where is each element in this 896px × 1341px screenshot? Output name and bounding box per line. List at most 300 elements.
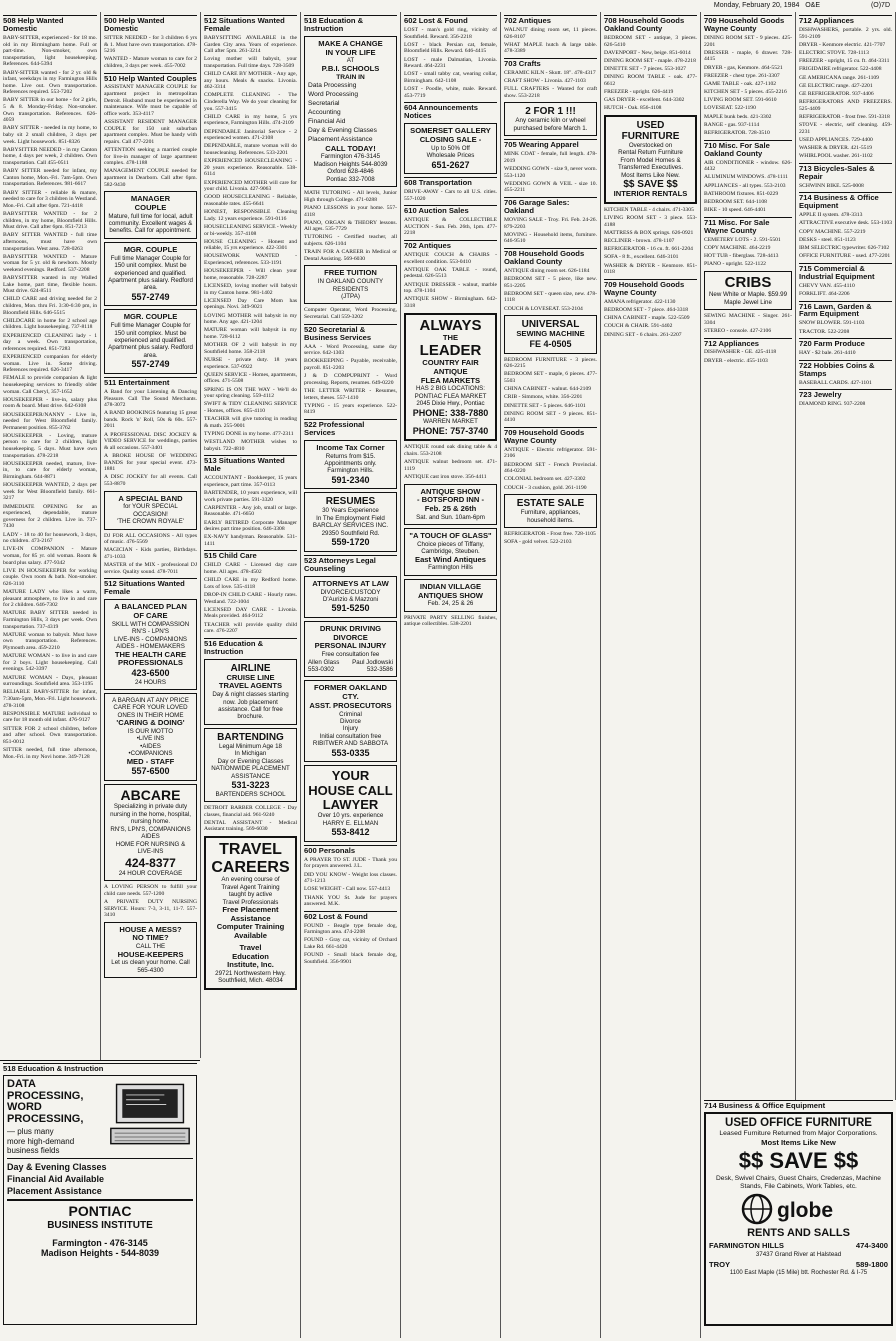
classified-ad: BEDROOM SET - French Provincial. 464-0220 <box>504 461 597 475</box>
classified-ad: SITTER NEEDED - for 3 children 6 yrs & 1. Must have own transportation. 478-5216 <box>104 34 197 55</box>
classified-ad: DINETTE SET - 5 pieces. 646-1101 <box>504 402 586 409</box>
ad-list <box>304 344 397 416</box>
abcare-ad <box>104 784 197 881</box>
ad-text: Let us clean your home. Call 565-4300 <box>111 959 190 974</box>
ad-text: Leased Furniture Returned from Major Corporations. <box>719 1129 878 1137</box>
classified-ad: DEPENDABLE, mature woman will do housecleaning. References. 533-2201 <box>204 143 297 156</box>
ad-text: RN'S - LPN'S <box>131 628 170 636</box>
ad-headline: TRAVEL <box>219 841 282 859</box>
ad-phone: Farmington 476-3145 <box>320 153 381 161</box>
ad-headline: "A TOUCH OF GLASS" <box>409 531 492 541</box>
classified-ad: LIVE-IN COMPANION - Mature woman, for 85 yr. old woman. Room & board plus salary. 477-9342 <box>3 546 97 566</box>
classified-ad: MATURE woman to babysit. Must have own transportation. References. Plymouth area. 459-2210 <box>3 631 97 652</box>
travel-careers-ad <box>204 836 297 990</box>
classified-ad: DROP-IN CHILD CARE - Hourly rates. Westland. 722-1004 <box>204 592 297 605</box>
classified-ad: BATHROOM fixtures. 851-0229 <box>704 190 779 197</box>
classified-ad: WHIRLPOOL washer. 261-1102 <box>799 153 873 160</box>
column-8 <box>701 12 796 1100</box>
classified-ad: HOUSEKEEPER - Will clean your home, reasonable. 728-2287 <box>204 268 297 281</box>
feature-line: Placement Assistance <box>7 1186 102 1197</box>
classified-ad: DAVENPORT - New, beige. 851-6014 <box>604 49 691 56</box>
ad-text: NATIONWIDE PLACEMENT ASSISTANCE <box>211 765 290 780</box>
section-header: 714 Business & Office Equipment <box>799 192 892 210</box>
section-header: 722 Hobbies Coins & Stamps <box>799 360 892 378</box>
ad-text: Full time Manager Couple for 150 unit complex. Must be experienced and qualified. Apartment plus salary. Redford area. <box>108 322 193 359</box>
ad-text: HOME FOR NURSING & LIVE-INS <box>115 840 186 856</box>
former-prosecutors-ad <box>304 680 397 762</box>
ad-text: Specializing in private duty nursing in the home, hospital, nursing home. <box>110 803 191 826</box>
ad-text: 2045 Dixie Hwy., Pontiac <box>416 400 485 408</box>
ad-text: Returns from $15. Appointments only. Farmington Hills. <box>324 452 377 475</box>
classified-ad: THE LETTER WRITER - Resumes, letters, theses. 557-1410 <box>304 387 397 401</box>
train-item: Data Processing <box>308 82 357 90</box>
ad-text: Choice pieces of Tiffany, Cambridge, Steuben. <box>417 540 484 556</box>
pbi-schools-ad <box>304 36 397 187</box>
section-header: 712 Appliances <box>799 15 892 25</box>
classified-ad: EX-NAVY handyman. Reasonable. 531-1411 <box>204 534 297 547</box>
ad-headline: Education <box>232 951 269 961</box>
ad-phone: 531-3223 <box>231 780 270 791</box>
ad-headline: USED OFFICE FURNITURE <box>725 1116 872 1129</box>
classified-ad: BOOKKEEPING - Payable, receivable, payroll. 851-2203 <box>304 358 397 371</box>
bargain-ad <box>104 693 197 781</box>
universal-sewing-ad <box>504 315 597 353</box>
ad-list <box>504 357 597 424</box>
folio-section: (O)7D <box>870 2 890 9</box>
section-header: 702 Antiques <box>404 240 497 250</box>
classified-ad: RANGE - gas. 937-1114 <box>704 121 760 128</box>
classified-ad: CRIB - Simmons, white. 356-2201 <box>504 394 583 401</box>
section-header: 715 Commercial & Industrial Equipment <box>799 263 892 281</box>
classified-ad: FRIGIDAIRE refrigerator. 522-4408 <box>799 66 882 73</box>
section-header: 703 Crafts <box>504 58 597 68</box>
ad-text: Transferred Executives. <box>617 164 684 172</box>
classified-ad: WANTED - Mature woman to care for 2 children, 3 days per week. 455-7002 <box>104 56 197 69</box>
ad-text: Overstocked on <box>628 142 673 150</box>
page-folio <box>6 2 890 12</box>
ad-list <box>404 252 497 310</box>
feature-line: Financial Aid Available <box>7 1174 105 1185</box>
dp-line: PROCESSING, <box>7 1112 84 1125</box>
classified-ad: CHILDCARE in home for 2 school age children. Light housekeeping. 737-8118 <box>3 317 97 331</box>
classified-ad: COUCH & CHAIR. 591-4402 <box>604 323 673 330</box>
ad-headline: ASST. PROSECUTORS <box>309 700 392 710</box>
classified-ad: ACCOUNTANT - Bookkeeper, 15 years experience, part time. 357-0113 <box>204 475 297 488</box>
classified-ad: LOST - small tabby cat, wearing collar, Birmingham. 642-1108 <box>404 71 497 84</box>
section-header: 512 Situations Wanted Female <box>104 578 197 596</box>
classified-ad: HONEST, RESPONSIBLE Cleaning Lady. 12 years experience. 591-0116 <box>204 209 297 222</box>
classified-ad: BABYSITTING AVAILABLE in the Garden City area. Years of experience. Call after 5pm. 261-3214 <box>204 34 297 55</box>
ad-text: Desk, Swivel Chairs, Guest Chairs, Credenzas, Machine Stands, File Cabinets, Work Tables, etc. <box>716 1175 881 1190</box>
ad-list <box>799 380 892 387</box>
balanced-plan-ad <box>104 599 197 690</box>
somerset-gallery-ad <box>404 123 497 174</box>
ad-headline: FORMER OAKLAND CTY. <box>314 683 387 702</box>
ad-headline: COUPLE <box>134 202 167 212</box>
classified-ad: COUCH & LOVESEAT. 553-2104 <box>504 305 583 312</box>
ad-text: A BARGAIN AT ANY PRICE <box>112 696 189 704</box>
classified-ad: APPLIANCES - all types. 553-2103 <box>704 182 786 189</box>
ad-list <box>799 320 892 335</box>
ad-text: HARRY E. ELLMAN <box>322 819 379 827</box>
classified-ad: FOUND - Gray cat, vicinity of Orchard Lake Rd. 661-4420 <box>304 937 397 951</box>
classified-ad: MATURE BABY SITTER needed in Farmington Hills, 3 days per week. Own transportation. 737-4319 <box>3 610 97 630</box>
classified-ad: IMMEDIATE OPENING for an experienced, dependable, mature governess for 2 children. Live in. 737-7430 <box>3 503 97 530</box>
classified-ad: USED APPLIANCES. 729-4400 <box>799 136 873 143</box>
ad-headline: Income Tax Corner <box>316 442 385 452</box>
classified-ad: KITCHEN TABLE - 4 chairs. 471-3305 <box>604 206 694 213</box>
ad-list <box>504 268 597 312</box>
classified-ad: BIKE - 10 speed. 646-4401 <box>704 207 766 214</box>
classified-ad: MOVING - Household items, furniture. 646-9510 <box>504 231 597 245</box>
location-row <box>709 1261 888 1270</box>
location-name: TROY <box>709 1260 731 1270</box>
attorney-phones <box>308 666 393 673</box>
ad-text: for YOUR SPECIAL OCCASION! <box>123 503 178 518</box>
ad-list <box>704 160 792 214</box>
used-furniture-ad <box>604 115 697 204</box>
classified-ad: HAY - $2 bale. 261-4410 <box>799 350 856 357</box>
ad-text: SKILL WITH COMPASSION <box>111 620 190 628</box>
classified-ad: TEACHER will give tutoring in reading & math. 255-9001 <box>204 416 297 429</box>
classified-ad: LIVE IN HOUSEKEEPER for working couple. Own room & bath. Non-smoker. 626-3110 <box>3 567 97 587</box>
ad-list <box>304 923 397 966</box>
column-5 <box>401 12 501 1338</box>
ad-text: 24 HOUR COVERAGE <box>118 869 183 877</box>
ad-headline: Travel <box>239 942 262 952</box>
classified-ad: COPY MACHINE. 557-2219 <box>799 228 866 235</box>
classified-ad: STEREO - console. 427-2106 <box>704 327 772 334</box>
ad-text: D'Aurizio & Mazzoni <box>322 595 379 603</box>
classified-ad: BABY SITTER needed for infant, my Canton home, Mon.-Fri. 7am-5pm. Own transportation. References. 981-6617 <box>3 168 97 188</box>
classified-ad: BABY SITTER WANTED - full time afternoons, must have own transportation. West area. 728-0263 <box>3 232 97 252</box>
classified-ad: CHILD CARE in my Redford home. Lots of love. 535-4118 <box>204 577 297 590</box>
classified-ad: MOVING SALE - Troy. Fri. Feb. 24-26. 879-2203 <box>504 217 597 230</box>
school-name <box>7 1203 193 1259</box>
classified-ad: RESPONSIBLE MATURE individual to care for 18 month old infant. 476-9127 <box>3 710 97 724</box>
classified-ad: KITCHEN SET - 5 pieces. 455-2216 <box>704 89 787 96</box>
classified-ad: ALUMINUM WINDOWS. 478-1111 <box>704 174 788 181</box>
ad-headline: ANTIQUE <box>433 366 468 376</box>
ad-headline: USED FURNITURE <box>621 120 680 143</box>
logo-wordmark: globe <box>776 1198 833 1222</box>
ad-headline: MAKE A CHANGE <box>318 38 383 48</box>
ad-headline: Computer Training Available <box>216 922 285 941</box>
classified-ad: DISHWASHER - GE. 425-4118 <box>704 349 777 356</box>
classified-ad: CHINA CABINET - maple. 522-5509 <box>604 315 690 322</box>
mgr-couple-ad <box>104 242 197 307</box>
ad-headline: RENTS AND SALLS <box>747 1226 850 1239</box>
classified-ad: DETROIT BARBER COLLEGE - Day classes, financial aid. 961-9240 <box>204 805 297 818</box>
location-phone: 474-3400 <box>855 1240 888 1250</box>
ad-text: AT <box>346 57 355 65</box>
classified-ad: PIANO LESSONS in your home. 557-4118 <box>304 204 397 218</box>
classified-ad: COPY MACHINE. 464-2219 <box>704 244 771 251</box>
classified-ad: ANTIQUE & COLLECTIBLE AUCTION - Sun. Feb. 26th, 1pm. 477-2218 <box>404 217 497 237</box>
ad-text: Furniture, appliances, household items. <box>520 509 581 524</box>
bartending-ad <box>204 728 297 802</box>
ad-phone: FE 4-0505 <box>529 338 572 349</box>
classified-ad: GOOD HOUSECLEANING - Reliable, reasonable rates. 455-6641 <box>204 194 297 207</box>
classified-ad: STOVE - electric, self cleaning. 459-2231 <box>799 122 892 135</box>
classified-ad: BABYSITTER wanted in my Walled Lake home, part time, flexible hours. Must drive. 624-8511 <box>3 275 97 295</box>
classified-ad: LICENSED DAY CARE - Livonia. Meals provided. 464-9112 <box>204 606 297 620</box>
classified-ad: BABY SITTER in our home - for 2 girls, 5 & 8. Monday-Friday. Non-smoker. Own transportation. References. 626-4059 <box>3 97 97 124</box>
section-header: 712 Appliances <box>704 338 792 348</box>
ad-headline: A SPECIAL BAND <box>118 493 183 503</box>
section-header: 510 Help Wanted Couples <box>104 73 197 83</box>
ad-text: ONES IN THEIR HOME <box>117 711 184 719</box>
classified-ad: ANTIQUE cast iron stove. 356-4411 <box>404 473 487 480</box>
indian-village-ad <box>404 579 497 612</box>
section-header: 520 Secretarial & Business Services <box>304 324 397 342</box>
ad-headline: FLEA MARKETS <box>420 375 481 385</box>
ad-phone: 553-8412 <box>331 827 370 838</box>
column-9 <box>796 12 896 1100</box>
ad-headline: RESUMES <box>325 496 376 508</box>
ad-text: Legal Minimum Age 18 <box>219 742 282 750</box>
dp-line: DATA <box>7 1077 36 1090</box>
column-4 <box>301 12 401 1338</box>
location-name: FARMINGTON HILLS <box>709 1240 784 1250</box>
ad-list <box>204 562 297 634</box>
classified-ad: MAPLE bunk beds. 421-3302 <box>704 113 772 120</box>
ad-headline: AIRLINE <box>230 662 271 674</box>
location-row <box>709 1242 888 1251</box>
location-address: 1100 East Maple (15 Mile) btt. Rochester Rd. & I-75 <box>729 1270 868 1277</box>
classified-ad: DID YOU KNOW - Weight loss classes. 471-1213 <box>304 871 397 885</box>
manager-couple-ad <box>104 191 197 239</box>
section-header: 710 Misc. For Sale Oakland County <box>704 140 792 158</box>
classified-ad: ASSISTANT MANAGER COUPLE for apartment project in metropolitan Detroit. Husband must be experienced in maintenance. Wife must be capable of office work. 353-4117 <box>104 84 197 117</box>
ad-headline: UNIVERSAL <box>521 319 580 331</box>
classified-ad: FREEZER - upright. 626-4419 <box>604 89 674 96</box>
ad-list <box>704 237 792 268</box>
classified-ad: DINING ROOM TABLE - oak. 477-6612 <box>604 74 697 87</box>
classified-ad: WASHER & DRYER. 421-5519 <box>799 145 873 151</box>
computer-icon <box>107 1079 193 1151</box>
ad-text: 29721 Northwestern Hwy. Southfield, Mich. 48034 <box>215 970 286 985</box>
ad-list <box>504 217 597 245</box>
ad-headline: ANTIQUE SHOW <box>420 486 481 496</box>
ad-list <box>604 207 697 276</box>
classified-ad: J & D COMPUPRINT - Word processing. Reports, resumes. 649-0220 <box>304 373 397 386</box>
classified-ad: FOUND - Beagle type female dog, Farmington area. 474-2208 <box>304 922 397 936</box>
section-header: 708 Household Goods Oakland County <box>604 15 697 33</box>
classified-ad: SOFA - 8 ft., excellent. 646-3101 <box>604 254 679 261</box>
classified-ad: ASSISTANT RESIDENT MANAGER COUPLE for 150 unit suburban apartment complex. Must be handy with repairs. Call 477-2201 <box>104 119 197 145</box>
location-address: 37437 Grand River at Halstead <box>755 1250 842 1258</box>
ad-text: Criminal <box>339 710 362 718</box>
tax-ad <box>304 440 397 490</box>
classified-ad: Computer Operator, Word Processing, Secretarial. Call 559-3202 <box>304 307 397 321</box>
ad-headline: HOUSE CALL <box>308 782 393 798</box>
classified-ad: BEDROOM SET - antique, 3 pieces. 626-5410 <box>604 34 697 48</box>
classified-ad: HOUSEWORK WANTED - Experienced, references. 533-1191 <box>204 253 297 267</box>
classified-ad: LICENSED, loving mother will babysit in my Canton home. 981-1402 <box>204 283 297 296</box>
classified-ad: A PRIVATE DUTY NURSING SERVICE. Hours: 7-3, 3-11, 11-7. 557-3410 <box>104 898 197 919</box>
classified-ad: SITTER needed, full time afternoon, Mon.-Fri. in my Novi home. 349-7128 <box>3 746 97 760</box>
ad-text: In The Employment Field <box>316 514 385 522</box>
classified-ad: BEDROOM SET. 644-1108 <box>704 198 767 205</box>
ad-list <box>504 447 597 491</box>
classified-ad: IBM SELECTRIC typewriter. 626-7102 <box>799 245 890 251</box>
ad-headline: Feb. 25 & 26th <box>424 503 477 513</box>
attorney-phone: 553-0302 <box>308 666 335 674</box>
ad-phone: 557-2749 <box>131 359 170 370</box>
ad-text: RIBITWER AND SABBOTA <box>312 740 389 748</box>
classified-ad: REFRIGERATOR - 16 cu. ft. 661-2204 <box>604 246 693 253</box>
ad-text: Full time Manager Couple for 150 unit complex. Must be experienced and qualified. Apartment plus salary. Redford area. <box>108 254 193 292</box>
classified-ad: SCHWINN BIKE. 525-0008 <box>799 182 864 189</box>
classified-ad: DINING SET - 6 chairs. 261-2207 <box>604 331 682 338</box>
ad-text: LIVE-INS - COMPANIONS <box>113 635 188 643</box>
antique-show-ad <box>404 484 497 526</box>
ad-headline: PROFESSIONALS <box>118 658 183 668</box>
ad-phone: 423-6500 <box>131 667 170 678</box>
classified-ad: A PROFESSIONAL DISC JOCKEY & VIDEO SERVICE for weddings, parties & all occasions. 557-3401 <box>104 431 197 451</box>
classified-ad: CHEVY VAN. 455-4110 <box>799 282 855 289</box>
classified-ad: CERAMIC KILN - Skutt. 18". 478-4317 <box>504 69 596 76</box>
classified-ad: ANTIQUE walnut bedroom set. 471-1119 <box>404 459 497 472</box>
attorney-phone: 532-3586 <box>366 666 393 674</box>
ad-text: Divorce <box>340 718 361 726</box>
school-line: BUSINESS INSTITUTE <box>47 1219 153 1231</box>
ad-headline: TRAVEL AGENTS <box>218 681 283 691</box>
classified-ad: MOTHER OF 2 will babysit in my Southfield home. 358-2118 <box>204 342 297 355</box>
classified-ad: GAS DRYER - excellent. 644-3302 <box>604 97 685 104</box>
classified-ad: DRIVE-AWAY - Cars to all U.S. cities. 557-1020 <box>404 189 497 202</box>
section-header: 600 Personals <box>304 845 397 855</box>
classified-ad: BARTENDER, 10 years experience, will work private parties. 591-3320 <box>204 489 297 503</box>
ad-headline: OF CARE <box>133 611 168 621</box>
section-header: 709 Household Goods Wayne County <box>704 15 792 33</box>
classified-ad: MATURE WOMAN - Days, pleasant surroundings. Southfield area. 353-1195 <box>3 674 97 688</box>
classified-ad: APPLE II system. 478-3313 <box>799 212 863 219</box>
ad-text: Any ceramic kiln or wheel purchased before March 1. <box>513 117 588 132</box>
ad-text: AIDES <box>141 833 160 841</box>
ad-headline: NO TIME? <box>132 933 169 943</box>
ad-text: BARTENDERS SCHOOL <box>215 790 286 798</box>
classified-ad: HOUSECLEANING SERVICE - Weekly or bi-weekly. 357-4108 <box>204 223 297 237</box>
housekeepers-ad <box>104 922 197 978</box>
ad-headline: CALL TODAY! <box>325 143 376 153</box>
ad-text: Initial consultation free <box>319 732 382 740</box>
classified-ad: REFRIGERATOR - frost free. 591-3318 <box>799 113 890 120</box>
ad-text: •AIDES <box>140 742 161 750</box>
ad-phone: Madison Heights 544-8039 <box>313 160 388 168</box>
used-office-furniture-ad <box>704 1112 893 1326</box>
classified-ad: ANTIQUE OAK TABLE - round, pedestal. 626-5513 <box>404 266 497 280</box>
ad-phone: PHONE: 338-7880 <box>412 407 489 418</box>
classified-ad: LOST - black Persian cat, female, Bloomfield Hills. Reward. 646-4415 <box>404 41 497 55</box>
touch-of-glass-ad <box>404 528 497 576</box>
classified-ad: COMPLETE CLEANING - The Cinderella Way. We do your cleaning for you. 557-3415 <box>204 92 297 112</box>
dp-headline <box>7 1079 103 1156</box>
section-header: 610 Auction Sales <box>404 205 497 215</box>
classified-ad: TYPING DONE in my home. 477-2311 <box>204 430 294 437</box>
ad-text: Travel Professionals <box>222 898 279 906</box>
ad-headline: PERSONAL INJURY <box>314 641 387 651</box>
train-item: Accounting <box>308 109 341 117</box>
classified-ad: PIANO, ORGAN & THEORY lessons. All ages. 535-7729 <box>304 219 397 233</box>
train-list <box>308 74 393 145</box>
classified-ad: EXPERIENCED companion for elderly woman. Live in. Some driving. References required. 626-3417 <box>3 353 97 374</box>
classified-ad: A Band for your Listening & Dancing Pleasure. Call The Sound Merchants. 478-3072 <box>104 388 197 409</box>
classified-ad: MATURE LADY who likes a warm, pleasant atmosphere, to live in and care for 2 children. 646-7302 <box>3 589 97 609</box>
classified-ad: LADY - 18 to 40 for housework, 3 days, no children. 473-2167 <box>3 531 97 545</box>
classified-ad: MINK COAT - female, full length. 478-2019 <box>504 151 597 164</box>
ad-list <box>799 212 892 260</box>
country-fair-ad <box>404 313 497 442</box>
classified-ad: CHILD CARE BY MOTHER - Any age, any hours. Meals & snacks. Livonia. 462-3314 <box>204 71 297 91</box>
classified-ad: ANTIQUE DRESSER - walnut, marble top. 478-1104 <box>404 281 497 295</box>
classified-ad: FOUND - Small black female dog, Southfield. 356-9901 <box>304 952 397 965</box>
section-header: 513 Situations Wanted Male <box>204 455 297 473</box>
ad-text: DIVORCE/CUSTODY <box>320 588 381 596</box>
dp-line: — plus many <box>7 1127 54 1137</box>
ad-headline: - BOTSFORD INN - <box>416 495 485 505</box>
school-phone: Farmington - 476-3145 <box>52 1237 148 1248</box>
ad-headline: LEADER <box>419 341 482 359</box>
classified-ad: FORKLIFT. 464-2206 <box>799 290 850 297</box>
house-call-lawyer-ad <box>304 765 397 841</box>
ad-text: Wholesale Prices <box>426 152 475 160</box>
classified-ad: SNOW BLOWER. 591-1103 <box>799 320 865 327</box>
ad-headline: FREE TUITION <box>324 268 377 278</box>
train-item: Word Processing <box>308 91 359 99</box>
ad-text: 'THE CROWN ROYALE' <box>117 518 184 526</box>
ad-text: 24 HOURS <box>135 678 166 686</box>
section-header: 709 Household Goods Wayne County <box>604 279 697 297</box>
attorney-name: Allen Glass <box>308 658 340 666</box>
dp-line: PROCESSING, <box>7 1089 84 1102</box>
ad-list <box>799 283 892 298</box>
classified-ad: NURSE - private duty. 18 years experience. 537-0922 <box>204 356 297 370</box>
ad-list <box>799 27 892 160</box>
classified-ad: TUTORING - Certified teacher, all subjects. 626-1104 <box>304 234 397 248</box>
ad-text: Maple Jewel Line <box>724 298 772 306</box>
resumes-ad <box>304 492 397 551</box>
ad-headline: DRUNK DRIVING <box>319 623 382 633</box>
classified-ad: GE ELECTRIC range. 427-2201 <box>799 82 873 89</box>
classified-ad: BABY SITTER - reliable & mature, needed to care for 3 children in Westland. Mon.-Fri. Call after 6pm. 721-4418 <box>3 189 97 209</box>
classified-ad: DISHWASHERS, portable. 2 yrs. old. 591-2109 <box>799 26 892 40</box>
ad-headline: MED - STAFF <box>126 756 175 766</box>
ad-headline: HOUSE A MESS? <box>119 924 182 934</box>
ad-phone: PHONE: 757-3740 <box>412 425 489 436</box>
classified-ad: Loving mother will babysit, your transportation. Full time days. 728-3509 <box>204 56 297 69</box>
ad-headline: SOMERSET GALLERY <box>410 126 491 136</box>
ad-phone: 553-0335 <box>331 747 370 758</box>
ad-headline: CLOSING SALE - <box>419 134 482 144</box>
classified-ad: DRYER - electric. 455-1103 <box>704 357 768 364</box>
classified-ad: BEDROOM SET - 7 piece. 464-3318 <box>604 306 689 313</box>
classified-ad: TRAIN FOR A CAREER in Medical or Dental Assisting. 569-6030 <box>304 249 397 262</box>
ad-text: Day or Evening Classes <box>217 757 284 765</box>
classified-ad: WALNUT dining room set, 11 pieces. 626-8107 <box>504 26 597 40</box>
ad-headline: ANTIQUES SHOW <box>418 590 483 600</box>
classified-ad: DINING ROOM SET - 9 pieces. 851-4410 <box>504 410 597 424</box>
classified-ad: TYPING - 15 years experience. 522-8419 <box>304 402 397 416</box>
education-ad-block <box>0 1060 200 1341</box>
ad-text: In Michigan <box>234 750 267 758</box>
classified-ad: BABY-SITTER wanted - for 2 yr. old & infant, weekdays in my Farmington Hills home. Live out. Own transportation. References required. 553-7202 <box>3 69 97 96</box>
classified-ad: CARPENTER - Any job, small or large. Reasonable. 471-6650 <box>204 504 297 518</box>
ad-text: •LIVE INS <box>136 735 165 743</box>
ad-headline: MGR. COUPLE <box>123 312 178 322</box>
classified-ad: AAA - Word Processing, same day service. 642-1303 <box>304 343 397 357</box>
